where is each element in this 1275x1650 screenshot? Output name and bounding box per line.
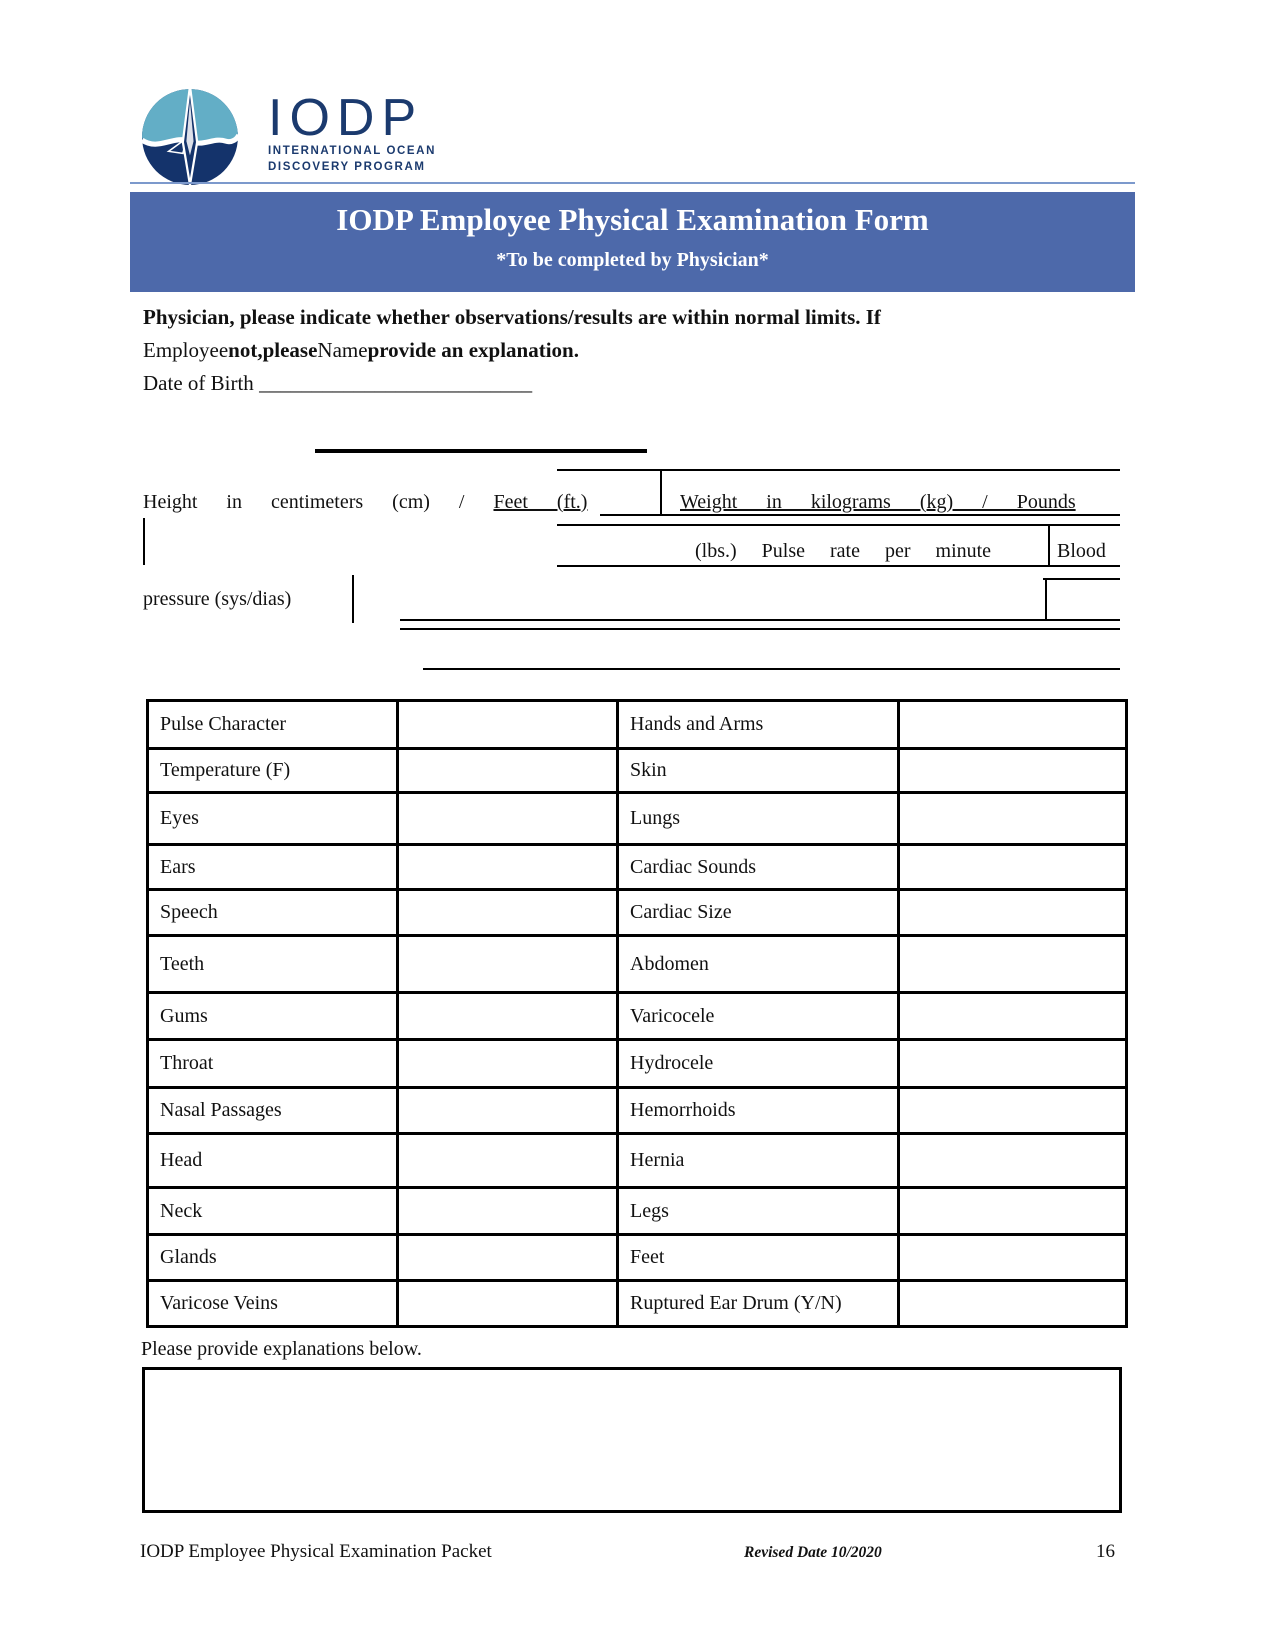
footer-page-number: 16: [1096, 1541, 1115, 1562]
height-cm-label: Height in centimeters (cm) /: [143, 491, 465, 513]
pressure-sys-dias-label: pressure (sys/dias): [143, 588, 292, 610]
blank-line: [400, 628, 1120, 630]
pressure-label: [143, 588, 291, 611]
intro-segment-provide: provide an explanation.: [367, 338, 579, 362]
result-cell: [399, 1282, 619, 1325]
height-label: [143, 491, 587, 514]
exam-item-label: Glands: [149, 1236, 399, 1279]
exam-item-label: Head: [149, 1135, 399, 1186]
result-cell: [399, 1041, 619, 1086]
exam-item-label: Gums: [149, 994, 399, 1038]
pulse-label: [695, 540, 991, 563]
lbs-pulse-label: (lbs.) Pulse rate per minute: [695, 540, 992, 562]
intro-segment-please: please: [262, 338, 318, 362]
exam-item-label: Ruptured Ear Drum (Y/N): [619, 1282, 900, 1325]
exam-item-label: Temperature (F): [149, 750, 399, 791]
result-cell: [900, 1135, 1125, 1186]
exam-item-label: Legs: [619, 1189, 900, 1233]
footer-revised-date: Revised Date 10/2020: [744, 1544, 882, 1561]
divider-tick: [1048, 524, 1050, 566]
intro-line-1: Physician, please indicate whether observations/results are within normal limits. If: [143, 305, 881, 329]
table-row: [149, 1186, 1125, 1233]
form-subtitle: *To be completed by Physician*: [496, 249, 769, 271]
exam-item-label: Cardiac Sounds: [619, 846, 900, 888]
table-row: [149, 1279, 1125, 1325]
divider-tick: [352, 575, 354, 623]
result-cell: [900, 750, 1125, 791]
result-cell: [900, 1041, 1125, 1086]
result-cell: [900, 1089, 1125, 1132]
logo-wordmark: [268, 84, 436, 174]
exam-item-label: Hands and Arms: [619, 702, 900, 747]
logo-tagline-1: INTERNATIONAL OCEAN: [268, 145, 436, 157]
result-cell: [900, 1189, 1125, 1233]
result-cell: [900, 1236, 1125, 1279]
iodp-logo: [140, 84, 436, 186]
form-title-banner: [130, 192, 1135, 292]
table-row: [149, 1233, 1125, 1279]
result-cell: [900, 702, 1125, 747]
exam-item-label: Nasal Passages: [149, 1089, 399, 1132]
result-cell: [900, 891, 1125, 934]
exam-item-label: Throat: [149, 1041, 399, 1086]
divider-tick: [143, 518, 145, 565]
exam-item-label: Cardiac Size: [619, 891, 900, 934]
result-cell: [900, 794, 1125, 843]
weight-kg-label: Weight in kilograms (kg) / Pounds: [680, 491, 1076, 513]
blood-label: [1057, 540, 1106, 563]
exam-item-label: Lungs: [619, 794, 900, 843]
blank-line: [400, 619, 1120, 621]
blank-line: [557, 469, 1120, 471]
result-cell: [900, 994, 1125, 1038]
exam-item-label: Pulse Character: [149, 702, 399, 747]
intro-line-3: [143, 367, 1138, 400]
table-row: [149, 1132, 1125, 1186]
logo-globe-icon: [140, 84, 242, 186]
explanations-box: [142, 1367, 1122, 1513]
result-cell: [900, 937, 1125, 991]
table-row: [149, 747, 1125, 791]
result-cell: [399, 1236, 619, 1279]
exam-item-label: Speech: [149, 891, 399, 934]
blood-word: Blood: [1057, 540, 1106, 562]
weight-label: [680, 491, 1076, 514]
intro-segment-name: Name: [317, 338, 368, 362]
dob-blank-line: __________________________: [259, 371, 533, 395]
table-row: [149, 1086, 1125, 1132]
table-row: [149, 843, 1125, 888]
blank-line-short: [1043, 578, 1120, 580]
result-cell: [399, 937, 619, 991]
result-cell: [399, 994, 619, 1038]
intro-paragraph: [143, 301, 1138, 400]
blank-line: [600, 514, 1120, 516]
result-cell: [399, 750, 619, 791]
blank-line-thick: [315, 449, 647, 453]
logo-tagline-2: DISCOVERY PROGRAM: [268, 161, 426, 173]
blank-line: [557, 524, 1120, 526]
exam-item-label: Varicose Veins: [149, 1282, 399, 1325]
result-cell: [399, 1189, 619, 1233]
intro-line-2: [143, 334, 1138, 367]
result-cell: [399, 702, 619, 747]
table-row: [149, 888, 1125, 934]
exam-table: [146, 699, 1128, 1328]
employee-name-label: Employee: [143, 338, 229, 362]
height-feet-label: Feet (ft.): [493, 491, 588, 513]
exam-item-label: Ears: [149, 846, 399, 888]
exam-item-label: Varicocele: [619, 994, 900, 1038]
exam-item-label: Hydrocele: [619, 1041, 900, 1086]
divider-tick: [1045, 578, 1047, 621]
exam-item-label: Eyes: [149, 794, 399, 843]
exam-item-label: Feet: [619, 1236, 900, 1279]
result-cell: [399, 1089, 619, 1132]
blank-line: [557, 565, 1120, 567]
pre-banner-rule: [130, 182, 1135, 184]
table-row: [149, 791, 1125, 843]
blank-line: [423, 668, 1120, 670]
table-row: [149, 934, 1125, 991]
result-cell: [399, 794, 619, 843]
intro-segment-not: not,: [228, 338, 263, 362]
result-cell: [399, 891, 619, 934]
result-cell: [900, 846, 1125, 888]
footer-document-title: IODP Employee Physical Examination Packet: [140, 1541, 492, 1562]
table-row: [149, 991, 1125, 1038]
form-title: IODP Employee Physical Examination Form: [336, 202, 929, 237]
exam-item-label: Neck: [149, 1189, 399, 1233]
table-row: [149, 702, 1125, 747]
divider-tick: [660, 469, 662, 515]
exam-item-label: Abdomen: [619, 937, 900, 991]
result-cell: [399, 846, 619, 888]
exam-item-label: Teeth: [149, 937, 399, 991]
result-cell: [900, 1282, 1125, 1325]
exam-item-label: Hemorrhoids: [619, 1089, 900, 1132]
exam-item-label: Hernia: [619, 1135, 900, 1186]
table-row: [149, 1038, 1125, 1086]
exam-item-label: Skin: [619, 750, 900, 791]
result-cell: [399, 1135, 619, 1186]
explanations-label: Please provide explanations below.: [141, 1338, 422, 1360]
dob-label: Date of Birth: [143, 371, 254, 395]
logo-acronym: IODP: [268, 89, 424, 147]
